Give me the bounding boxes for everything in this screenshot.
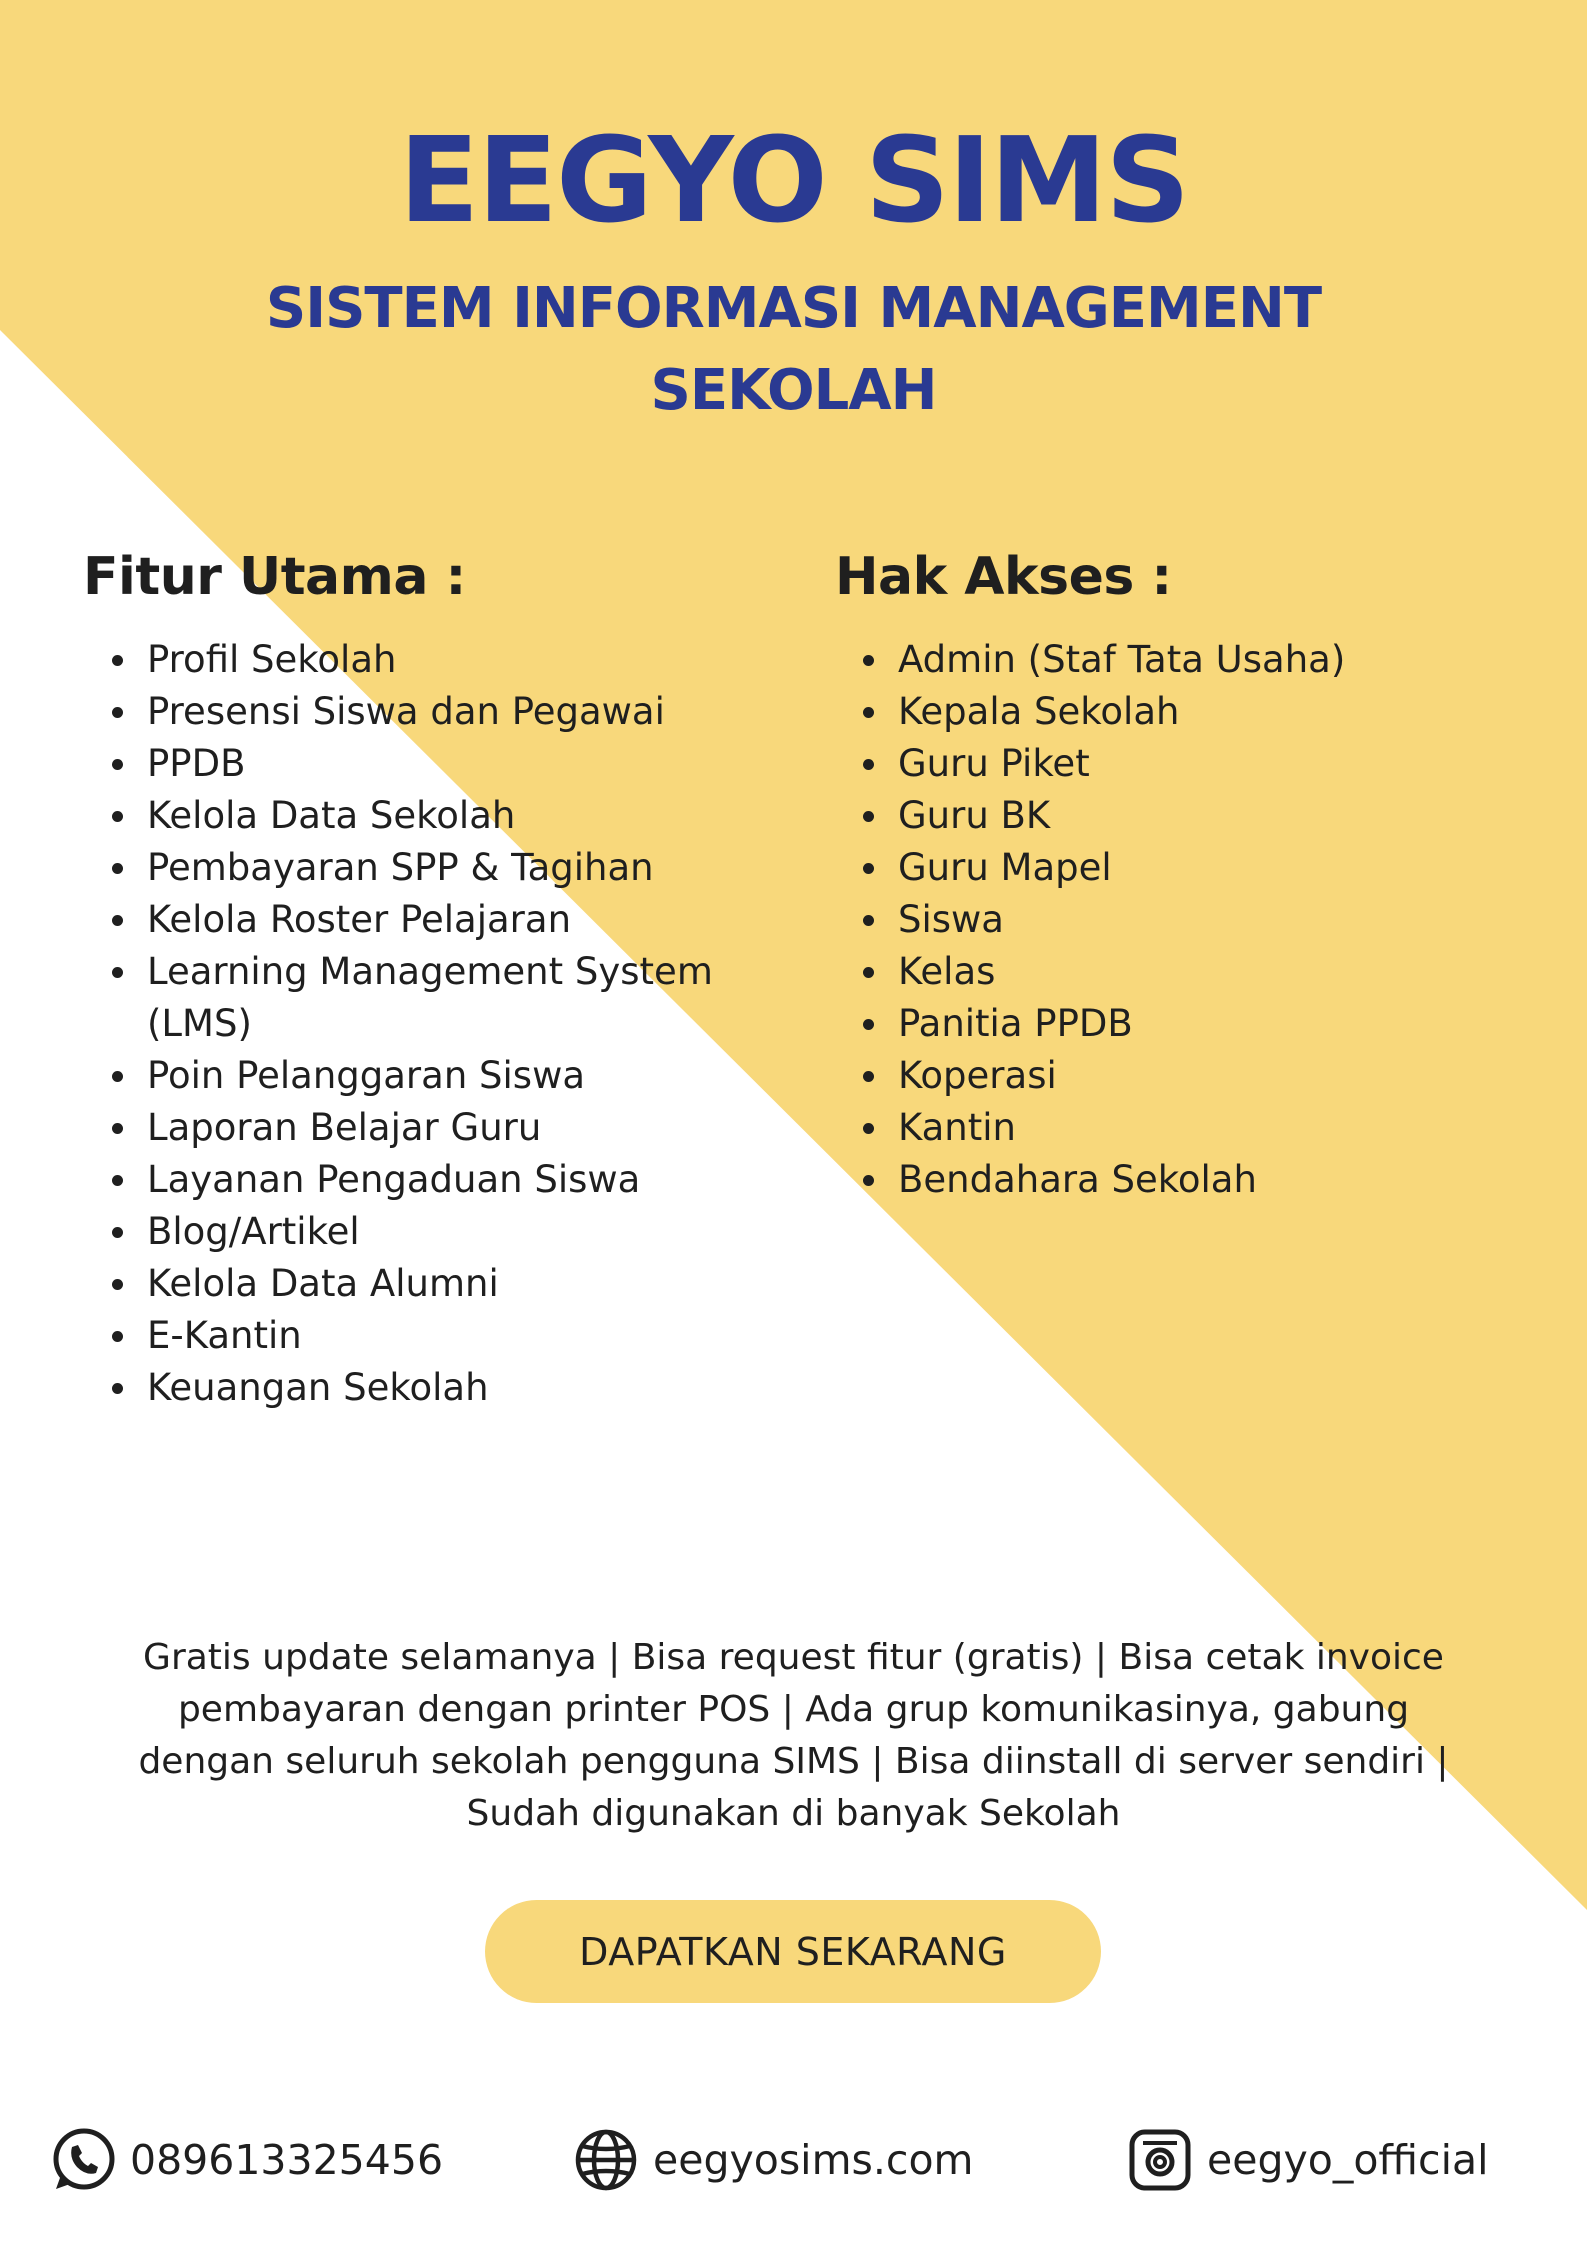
list-item: Koperasi <box>835 1050 1515 1102</box>
instagram-handle: eegyo_official <box>1207 2136 1489 2184</box>
whatsapp-icon <box>50 2127 116 2193</box>
contact-website[interactable] <box>573 2125 973 2195</box>
page-title: EEGYO SIMS <box>398 111 1189 249</box>
list-item: Bendahara Sekolah <box>835 1154 1515 1206</box>
list-item: Learning Management System (LMS) <box>84 946 764 1050</box>
list-item: Layanan Pengaduan Siswa <box>84 1154 764 1206</box>
list-item: Guru Mapel <box>835 842 1515 894</box>
contact-instagram[interactable] <box>1127 2125 1489 2195</box>
list-item: Admin (Staf Tata Usaha) <box>835 634 1515 686</box>
features-list <box>84 634 764 1414</box>
get-now-button[interactable]: DAPATKAN SEKARANG <box>485 1900 1101 2003</box>
list-item: Kelola Data Sekolah <box>84 790 764 842</box>
list-item: PPDB <box>84 738 764 790</box>
list-item: Laporan Belajar Guru <box>84 1102 764 1154</box>
access-list <box>835 634 1515 1206</box>
list-item: Kelas <box>835 946 1515 998</box>
list-item: Presensi Siswa dan Pegawai <box>84 686 764 738</box>
phone-number: 089613325456 <box>130 2136 444 2184</box>
list-item: Siswa <box>835 894 1515 946</box>
list-item: Pembayaran SPP & Tagihan <box>84 842 764 894</box>
features-heading: Fitur Utama : <box>83 547 466 607</box>
list-item: Guru Piket <box>835 738 1515 790</box>
website-url: eegyosims.com <box>653 2136 974 2184</box>
instagram-icon <box>1127 2127 1193 2193</box>
list-item: Kelola Data Alumni <box>84 1258 764 1310</box>
list-item: Kepala Sekolah <box>835 686 1515 738</box>
list-item: Panitia PPDB <box>835 998 1515 1050</box>
list-item: Keuangan Sekolah <box>84 1362 764 1414</box>
globe-icon <box>573 2127 639 2193</box>
list-item: Kelola Roster Pelajaran <box>84 894 764 946</box>
contact-phone[interactable] <box>50 2125 443 2195</box>
list-item: Profil Sekolah <box>84 634 764 686</box>
access-heading: Hak Akses : <box>835 547 1172 607</box>
benefits-text: Gratis update selamanya | Bisa request fitur (gratis) | Bisa cetak invoice pembayaran dengan printer POS | Ada grup komunikasinya, gabung dengan seluruh sekolah pengguna SIMS | Bisa diinstall di server sendiri | Sudah digunakan di banyak Sekolah <box>138 1637 1449 1834</box>
list-item: Blog/Artikel <box>84 1206 764 1258</box>
list-item: Guru BK <box>835 790 1515 842</box>
list-item: E-Kantin <box>84 1310 764 1362</box>
page-subtitle: SISTEM INFORMASI MANAGEMENT SEKOLAH <box>265 276 1322 423</box>
list-item: Kantin <box>835 1102 1515 1154</box>
list-item: Poin Pelanggaran Siswa <box>84 1050 764 1102</box>
